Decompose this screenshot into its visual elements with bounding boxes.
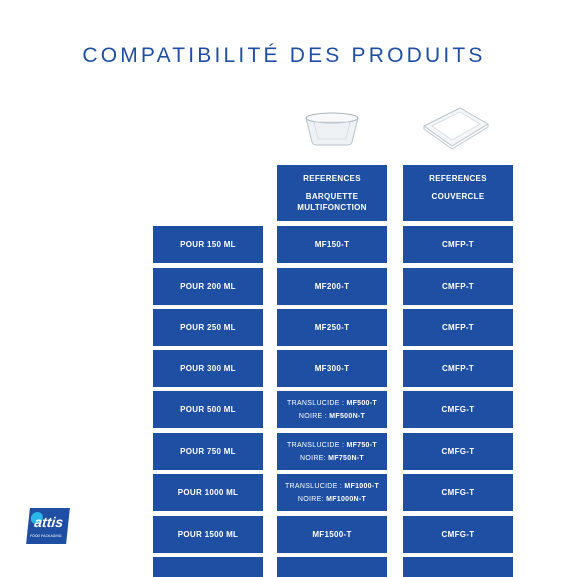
lid-cell: CMFG-T — [403, 433, 513, 470]
lid-cell: CMFG-T — [403, 391, 513, 428]
reference-cell: TRANSLUCIDE : MF750-T NOIRE: MF750N-T — [277, 433, 387, 470]
size-cell: POUR 300 ML — [153, 350, 263, 387]
lid-cell: CMFG-T — [403, 516, 513, 553]
reference-header: REFERENCES BARQUETTE MULTIFONCTION — [277, 165, 387, 221]
lid-cell: CMFP-T — [403, 309, 513, 346]
size-cell: POUR 1000 ML — [153, 474, 263, 511]
lid-header: REFERENCES COUVERCLE — [403, 165, 513, 221]
size-cell: POUR 150 ML — [153, 226, 263, 263]
size-cell: POUR 1500 ML — [153, 516, 263, 553]
reference-cell: TRANSLUCIDE : MF500-T NOIRE : MF500N-T — [277, 391, 387, 428]
reference-cell: MF150-T — [277, 226, 387, 263]
size-cell: POUR 250 ML — [153, 309, 263, 346]
tray-image — [302, 108, 362, 148]
reference-cell-partial — [277, 557, 387, 577]
size-cell: POUR 200 ML — [153, 268, 263, 305]
size-cell-partial — [153, 557, 263, 577]
size-cell: POUR 750 ML — [153, 433, 263, 470]
size-cell: POUR 500 ML — [153, 391, 263, 428]
reference-cell: MF300-T — [277, 350, 387, 387]
lid-cell-partial — [403, 557, 513, 577]
reference-cell: TRANSLUCIDE : MF1000-T NOIRE: MF1000N-T — [277, 474, 387, 511]
reference-cell: MF200-T — [277, 268, 387, 305]
reference-cell: MF250-T — [277, 309, 387, 346]
attis-logo: attis FOOD PACKAGING — [26, 508, 70, 544]
reference-cell: MF1500-T — [277, 516, 387, 553]
page-title: COMPATIBILITÉ DES PRODUITS — [82, 44, 486, 67]
lid-cell: CMFG-T — [403, 474, 513, 511]
lid-cell: CMFP-T — [403, 226, 513, 263]
lid-cell: CMFP-T — [403, 268, 513, 305]
lid-cell: CMFP-T — [403, 350, 513, 387]
lid-image — [420, 104, 492, 150]
